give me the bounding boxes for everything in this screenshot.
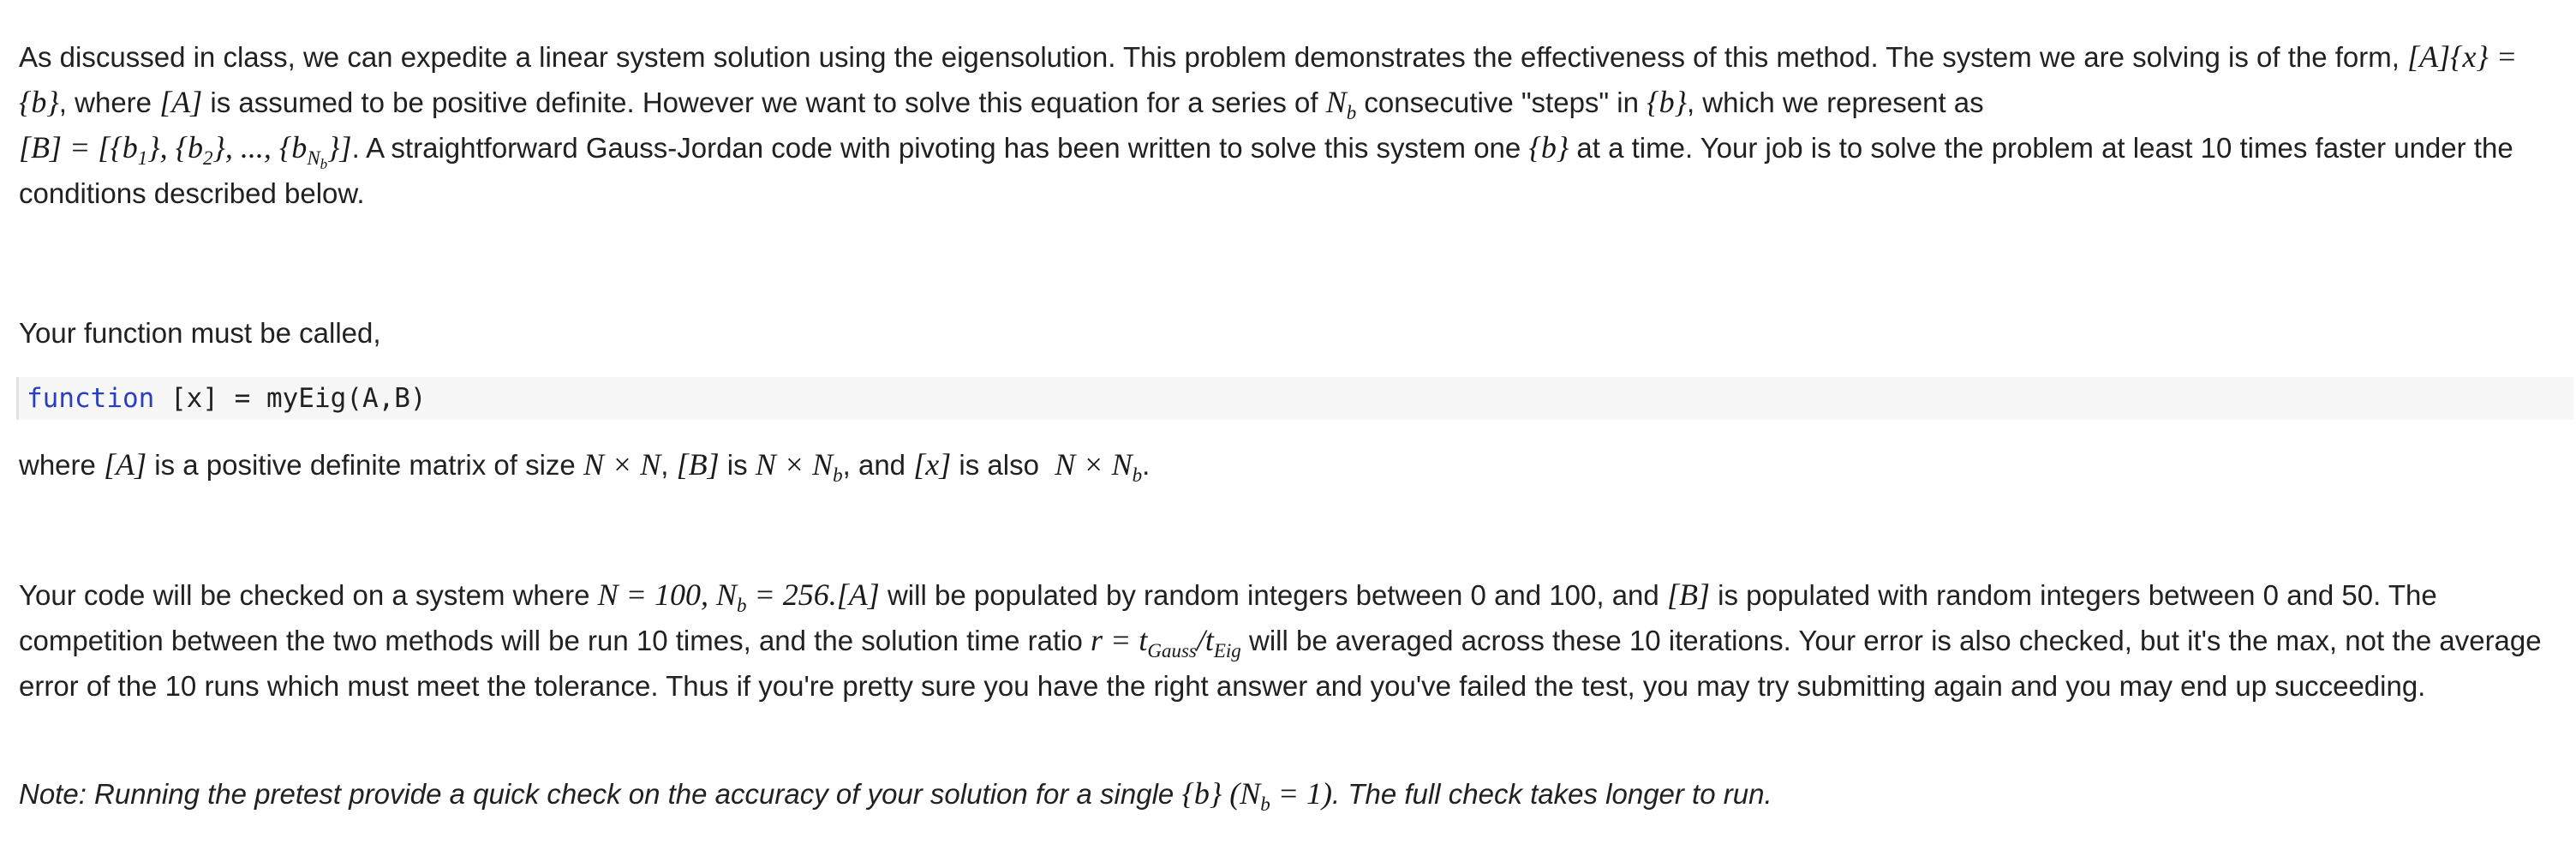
where-text: .	[1142, 449, 1151, 481]
check-paragraph	[19, 572, 2555, 709]
math-symbol: }, {b	[147, 130, 204, 165]
math-equation: [A]{x} = {b}	[19, 39, 2518, 119]
math-matrix-a: [A]	[836, 578, 880, 612]
code-text: [x] = myEig(A,B)	[154, 383, 427, 414]
math-symbol: = 1)	[1270, 776, 1333, 811]
code-keyword: function	[27, 383, 155, 414]
intro-text: at a time. Your job is to solve the problem at least 10 times faster under the conditions described below.	[19, 132, 2513, 209]
math-symbol: N	[1325, 85, 1347, 119]
math-vector-b: {b}	[1647, 85, 1687, 119]
math-symbol: = 256.	[746, 578, 837, 612]
math-vector-b: {b}	[1181, 776, 1222, 811]
math-subscript: b	[320, 156, 328, 172]
math-subscript: b	[1260, 793, 1270, 815]
math-size: N × N	[583, 447, 661, 482]
math-size	[755, 447, 843, 486]
where-paragraph	[19, 442, 1150, 488]
where-text: , and	[842, 449, 914, 481]
math-matrix-b: [B]	[1666, 578, 1710, 612]
math-subscript: b	[736, 595, 747, 616]
where-text: is also	[951, 449, 1055, 481]
math-nb	[1325, 85, 1357, 123]
math-subscript: Gauss	[1147, 640, 1197, 661]
note-paragraph	[19, 771, 1772, 817]
math-matrix-a: [A]	[104, 447, 147, 482]
math-size	[1055, 447, 1143, 486]
where-text: is	[719, 449, 756, 481]
math-matrix-a: [A]	[159, 85, 203, 119]
math-conditions	[597, 578, 837, 616]
intro-paragraph	[19, 34, 2546, 216]
note-text: Note: Running the pretest provide a quick check on the accuracy of your solution for a single	[19, 778, 1182, 810]
math-symbol: }]	[327, 130, 352, 165]
math-ratio	[1091, 623, 1241, 661]
intro-text: As discussed in class, we can expedite a linear system solution using the eigensolution. This problem demonstrates the effectiveness of this method. The system we are solving is of the form,	[19, 41, 2408, 73]
check-text: will be averaged across these 10 iterations. Your error is also checked, but it's the max, not the average error of the 10 runs which must meet the tolerance. Thus if you're pretty sure you have the right answer and you've failed the test, you may try submitting again and you may end up succeeding.	[19, 625, 2542, 702]
code-block	[16, 377, 2573, 420]
math-subscript: b	[1132, 464, 1143, 486]
math-subscript: b	[1346, 102, 1357, 123]
math-symbol: (N	[1222, 776, 1261, 811]
where-text: where	[19, 449, 105, 481]
math-symbol: [B] = [{b	[19, 130, 138, 165]
intro-text: , where	[58, 87, 160, 118]
math-subscript: Eig	[1213, 640, 1241, 661]
math-subscript: b	[833, 464, 843, 486]
math-symbol: N = 100, N	[597, 578, 737, 612]
math-b-series	[19, 130, 352, 172]
check-text: is populated with random integers between 0 and 50. The competition between the two methods will be run 10 times, and the solution time ratio	[19, 579, 2437, 656]
math-vector-b: {b}	[1528, 130, 1569, 165]
math-symbol: /t	[1196, 623, 1214, 657]
note-text: . The full check takes longer to run.	[1332, 778, 1772, 810]
math-subscript: 1	[137, 147, 148, 169]
where-text: ,	[660, 449, 677, 481]
math-subscript	[307, 147, 328, 172]
math-nb-equals	[1222, 776, 1333, 815]
function-intro: Your function must be called,	[19, 317, 381, 349]
math-symbol: N × N	[1055, 447, 1133, 482]
math-symbol: }, ..., {b	[212, 130, 308, 165]
math-symbol: N × N	[755, 447, 834, 482]
math-matrix-b: [B]	[676, 447, 720, 482]
math-symbol: r = t	[1091, 623, 1148, 657]
math-subscript: 2	[203, 147, 213, 169]
intro-text: , which we represent as	[1686, 87, 1984, 118]
check-text: will be populated by random integers between 0 and 100, and	[879, 579, 1667, 611]
where-text: is a positive definite matrix of size	[146, 449, 583, 481]
intro-text: is assumed to be positive definite. However we want to solve this equation for a series of	[202, 87, 1326, 118]
intro-text: consecutive "steps" in	[1356, 87, 1647, 118]
math-symbol: N	[307, 147, 320, 169]
intro-text: . A straightforward Gauss-Jordan code with pivoting has been written to solve this system one	[351, 132, 1529, 164]
math-matrix-x: [x]	[913, 447, 952, 482]
check-text: Your code will be checked on a system where	[19, 579, 598, 611]
